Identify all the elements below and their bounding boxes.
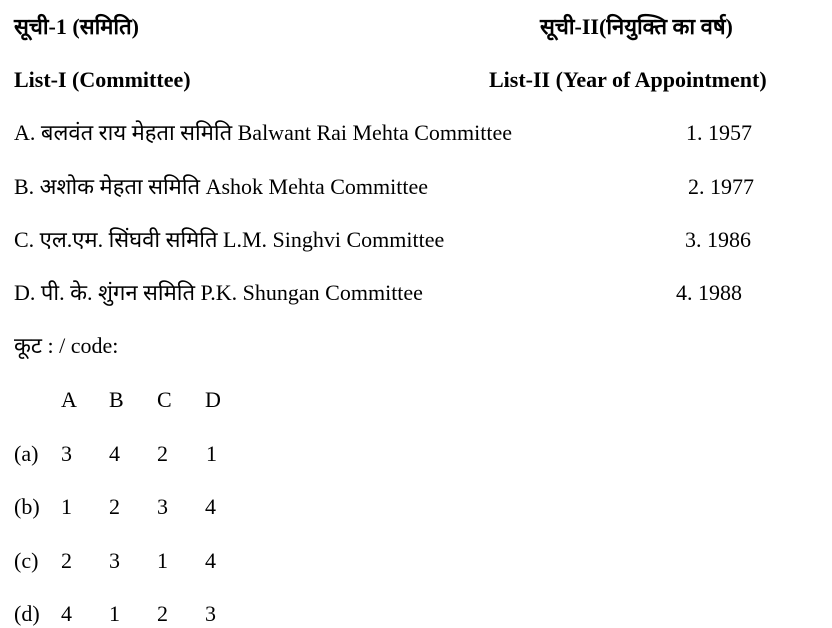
list2-item-1: 1. 1957	[686, 120, 752, 145]
list2-item-2: 2. 1977	[688, 174, 754, 199]
option-key: (b)	[14, 494, 40, 519]
option-value: 2	[109, 494, 120, 519]
option-value: 1	[206, 441, 217, 466]
option-value: 2	[157, 441, 168, 466]
option-key: (a)	[14, 441, 39, 466]
option-value: 1	[109, 601, 120, 626]
option-value: 4	[205, 494, 216, 519]
list1-item-d: D. पी. के. शुंगन समिति P.K. Shungan Committee	[14, 280, 423, 305]
code-header-b: B	[109, 387, 124, 412]
option-value: 4	[61, 601, 72, 626]
code-header-c: C	[157, 387, 172, 412]
option-value: 2	[157, 601, 168, 626]
list2-item-4: 4. 1988	[676, 280, 742, 305]
option-value: 3	[109, 548, 120, 573]
list1-item-a: A. बलवंत राय मेहता समिति Balwant Rai Mehta Committee	[14, 120, 512, 145]
list2-english-heading: List-II (Year of Appointment)	[489, 67, 767, 92]
list1-item-b: B. अशोक मेहता समिति Ashok Mehta Committee	[14, 174, 428, 199]
code-header-d: D	[205, 387, 221, 412]
option-value: 3	[61, 441, 72, 466]
list1-english-heading: List-I (Committee)	[14, 67, 191, 92]
list1-item-c: C. एल.एम. सिंघवी समिति L.M. Singhvi Committee	[14, 227, 445, 252]
option-value: 1	[61, 494, 72, 519]
option-value: 3	[157, 494, 168, 519]
option-value: 4	[109, 441, 120, 466]
option-value: 3	[205, 601, 216, 626]
list2-item-3: 3. 1986	[685, 227, 751, 252]
option-value: 2	[61, 548, 72, 573]
option-value: 4	[205, 548, 216, 573]
option-key: (c)	[14, 548, 39, 573]
option-value: 1	[157, 548, 168, 573]
option-key: (d)	[14, 601, 40, 626]
list2-hindi-heading: सूची-II(नियुक्ति का वर्ष)	[540, 14, 733, 39]
code-label: कूट : / code:	[14, 333, 119, 358]
list1-hindi-heading: सूची-1 (समिति)	[14, 14, 139, 39]
code-header-a: A	[61, 387, 77, 412]
